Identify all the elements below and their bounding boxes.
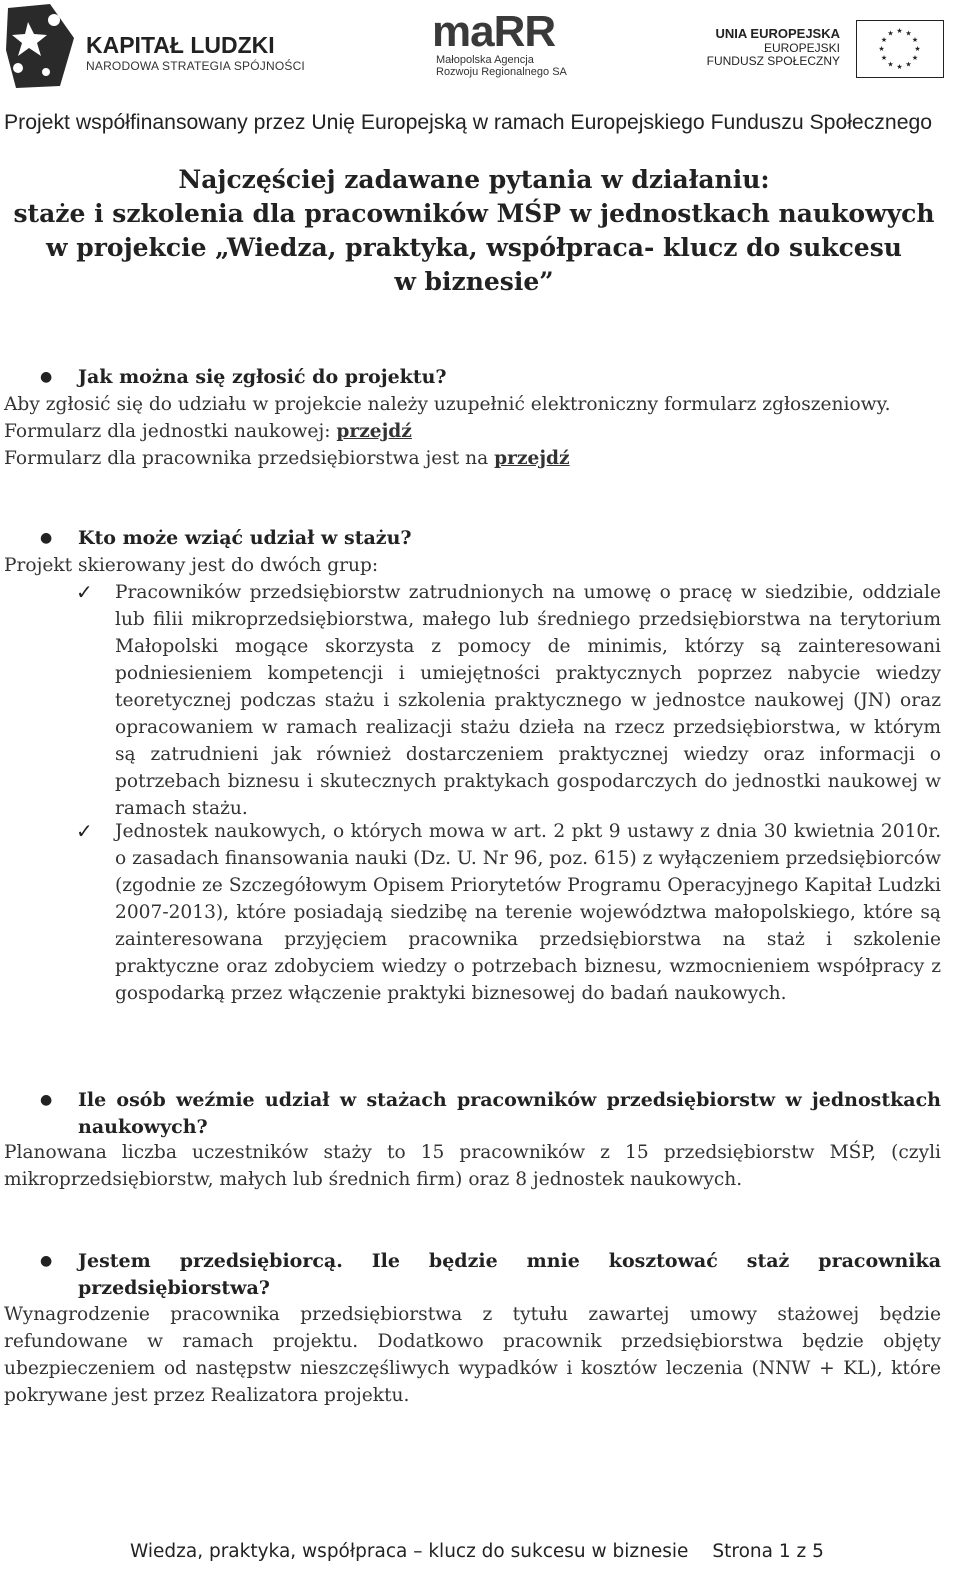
eligible-group-item: Jednostek naukowych, o których mowa w art. 2 pkt 9 ustawy z dnia 30 kwietnia 2010r. o zasadach finansowania nauki (Dz. U. Nr 96, poz. 615) z wyłączeniem przedsiębiorców (zgodnie ze Szczegółowym Opisem Priorytetów Programu Operacyjnego Kapitał Ludzki 2007-2013), które posiadają siedzibę na terenie województwa małopolskiego, które są zainteresowana przyjęciem pracownika przedsiębiorstwa na staż i szkolenie praktyczne oraz zdobyciem wiedzy o potrzebach biznesu, wzmocnieniem współpracy z gospodarką przez włączenie praktyki biznesowej do badań naukowych. (115, 821, 941, 1004)
bullet-icon: ● (40, 1253, 53, 1269)
svg-text:★: ★ (896, 63, 903, 71)
answer-2-intro: Projekt skierowany jest do dwóch grup: (4, 555, 379, 576)
svg-text:★: ★ (887, 29, 894, 38)
svg-text:★: ★ (914, 45, 921, 53)
answer-4: Wynagrodzenie pracownika przedsiębiorstwa z tytułu zawartej umowy stażowej będzie refundowane w ramach projektu. Dodatkowo pracownik przedsiębiorstwa będzie objęty ubezpieczeniem od następstw nieszczęśliwych wypadków i kosztów leczenia (NNW + KL), które pokrywane jest przez Realizatora projektu. (4, 1304, 941, 1406)
title-line: Najczęściej zadawane pytania w działaniu: (178, 165, 770, 194)
research-unit-form-link[interactable]: przejdź (336, 421, 412, 442)
title-line: staże i szkolenia dla pracowników MŚP w jednostkach naukowych (13, 199, 935, 228)
svg-text:★: ★ (911, 54, 919, 62)
employee-form-link[interactable]: przejdź (494, 448, 570, 469)
checkmark-icon: ✓ (76, 580, 93, 604)
answer-1-line (4, 445, 941, 472)
title-line: w projekcie „Wiedza, praktyka, współpraca- klucz do sukcesu (46, 233, 902, 262)
cofinancing-statement: Projekt współfinansowany przez Unię Europejską w ramach Europejskiego Funduszu Społecznego (4, 111, 933, 134)
kapital-ludzki-subtitle: NARODOWA STRATEGIA SPÓJNOŚCI (86, 59, 305, 73)
marr-subtitle: Małopolska Agencja Rozwoju Regionalnego SA (436, 54, 567, 78)
bullet-icon: ● (40, 530, 53, 546)
answer-1 (4, 391, 941, 472)
kapital-ludzki-emblem-icon (4, 2, 80, 90)
svg-text:★: ★ (887, 60, 894, 69)
header-logos (0, 0, 960, 110)
question-1: Jak można się zgłosić do projektu? (78, 366, 447, 388)
question-2: Kto może wziąć udział w stażu? (78, 527, 412, 549)
checkmark-icon: ✓ (76, 819, 93, 843)
form-label-research-unit: Formularz dla jednostki naukowej: (4, 421, 337, 442)
page-footer (130, 1541, 824, 1562)
kapital-ludzki-logo (4, 2, 304, 92)
svg-text:★: ★ (880, 36, 888, 44)
svg-text:★: ★ (880, 54, 888, 62)
eu-subtitle: EUROPEJSKI FUNDUSZ SPOŁECZNY (706, 41, 840, 68)
answer-1-line: Aby zgłosić się do udziału w projekcie należy uzupełnić elektroniczny formularz zgłoszeniowy. (4, 394, 891, 415)
eu-title: UNIA EUROPEJSKA (715, 26, 840, 41)
svg-text:★: ★ (905, 29, 912, 38)
svg-text:★: ★ (896, 27, 903, 35)
footer-text: Wiedza, praktyka, współpraca – klucz do sukcesu w biznesie (130, 1541, 689, 1562)
answer-1-line (4, 418, 941, 445)
form-label-employee: Formularz dla pracownika przedsiębiorstwa jest na (4, 448, 495, 469)
svg-text:★: ★ (905, 60, 912, 69)
answer-3: Planowana liczba uczestników staży to 15 pracowników z 15 przedsiębiorstw MŚP, (czyli mikroprzedsiębiorstw, małych lub średnich firm) oraz 8 jednostek naukowych. (4, 1142, 941, 1190)
title-line: w biznesie” (394, 267, 554, 296)
page-number: Strona 1 z 5 (712, 1541, 824, 1562)
svg-text:★: ★ (911, 36, 919, 44)
document-title (0, 163, 948, 299)
eligible-group-item: Pracowników przedsiębiorstw zatrudnionych na umowę o pracę w siedzibie, oddziale lub filii mikroprzedsiębiorstwa, małego lub średniego przedsiębiorstwa na terytorium Małopolski mogące skorzysta z pomocy de minimis, którzy są zainteresowani podniesieniem kompetencji i umiejętności praktycznych poprzez nabycie wiedzy teoretycznej podczas stażu i szkolenia praktycznego w jednostce naukowej (JN) oraz opracowaniem w ramach realizacji stażu dzieła na rzecz przedsiębiorstwa, w którym są zatrudnieni jak również dostarczeniem praktycznej wiedzy oraz informacji o potrzebach biznesu i skutecznych praktykach gospodarczych do jednostki naukowej w ramach stażu. (115, 582, 941, 819)
bullet-icon: ● (40, 369, 53, 385)
marr-logo (432, 7, 582, 90)
question-4: Jestem przedsiębiorcą. Ile będzie mnie kosztować staż pracownika przedsiębiorstwa? (78, 1250, 941, 1299)
svg-text:★: ★ (878, 45, 885, 53)
eu-logo (706, 20, 944, 80)
question-3: Ile osób weźmie udział w stażach pracowników przedsiębiorstw w jednostkach naukowych? (78, 1089, 941, 1138)
bullet-icon: ● (40, 1092, 53, 1108)
kapital-ludzki-title: KAPITAŁ LUDZKI (86, 32, 275, 58)
marr-name: maRR (432, 7, 556, 56)
eu-flag-icon (856, 20, 944, 78)
